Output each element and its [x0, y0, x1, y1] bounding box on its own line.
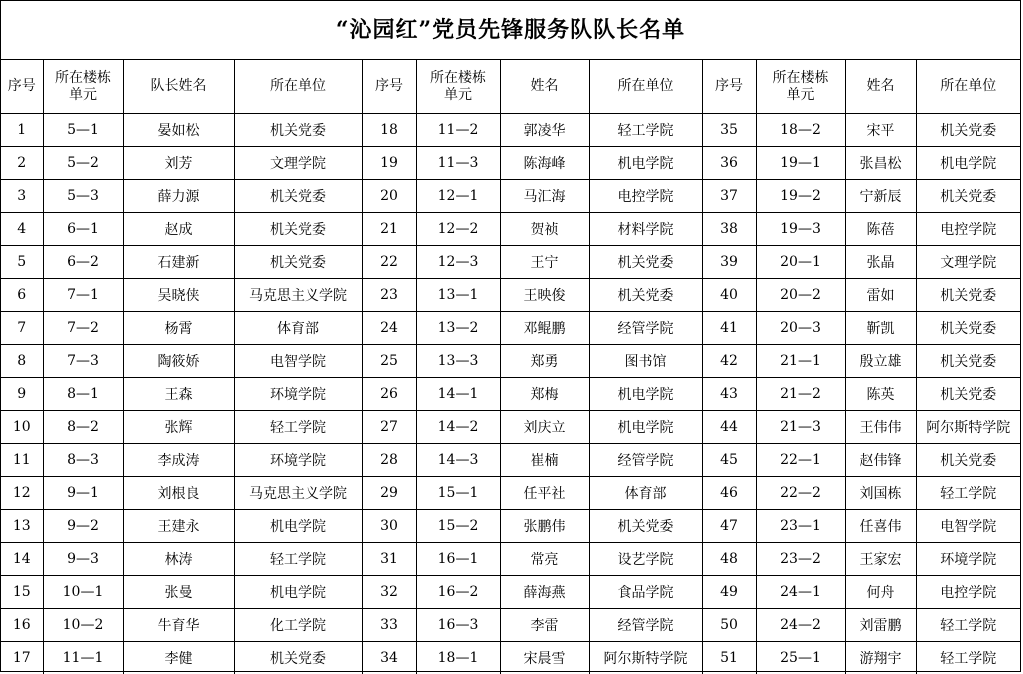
cell-unit: 21—3: [756, 411, 845, 444]
cell-org: 电控学院: [916, 213, 1020, 246]
cell-seq: 5: [1, 246, 43, 279]
table-row: [1, 345, 1020, 378]
cell-seq: 3: [1, 180, 43, 213]
cell-seq: 19: [362, 147, 416, 180]
cell-org: 机关党委: [916, 312, 1020, 345]
cell-org: 材料学院: [589, 213, 702, 246]
cell-name: 殷立雄: [845, 345, 916, 378]
cell-unit: 20—2: [756, 279, 845, 312]
cell-seq: 47: [702, 510, 756, 543]
table-row: [1, 114, 1020, 147]
cell-name: 陈英: [845, 378, 916, 411]
cell-name: 马汇海: [500, 180, 589, 213]
cell-org: 机电学院: [589, 378, 702, 411]
cell-seq: 45: [702, 444, 756, 477]
cell-name: 赵成: [123, 213, 234, 246]
cell-seq: 15: [1, 576, 43, 609]
header-unit: [416, 60, 500, 114]
table-row: [1, 378, 1020, 411]
cell-org: 文理学院: [916, 246, 1020, 279]
cell-unit: 5—1: [43, 114, 123, 147]
header-unit: [756, 60, 845, 114]
cell-unit: 24—1: [756, 576, 845, 609]
cell-name: 贺祯: [500, 213, 589, 246]
cell-unit: 14—3: [416, 444, 500, 477]
cell-org: 机电学院: [589, 147, 702, 180]
cell-name: 任喜伟: [845, 510, 916, 543]
cell-name: 刘根良: [123, 477, 234, 510]
table-row: [1, 312, 1020, 345]
cell-name: 石建新: [123, 246, 234, 279]
cell-unit: 11—3: [416, 147, 500, 180]
table-row: [1, 576, 1020, 609]
cell-org: 轻工学院: [234, 411, 362, 444]
cell-seq: 30: [362, 510, 416, 543]
cell-org: 机关党委: [589, 246, 702, 279]
header-org: 所在单位: [916, 60, 1020, 114]
cell-org: 马克思主义学院: [234, 477, 362, 510]
cell-org: 经管学院: [589, 444, 702, 477]
cell-name: 刘雷鹏: [845, 609, 916, 642]
header-unit-line: 所在楼栋: [430, 69, 486, 86]
cell-unit: 16—3: [416, 609, 500, 642]
cell-org: 电控学院: [589, 180, 702, 213]
cell-org: 机关党委: [916, 114, 1020, 147]
cell-unit: 23—1: [756, 510, 845, 543]
cell-unit: 9—2: [43, 510, 123, 543]
cell-unit: 12—1: [416, 180, 500, 213]
cell-name: 邓鲲鹏: [500, 312, 589, 345]
cell-org: 机电学院: [234, 510, 362, 543]
table-row: [1, 213, 1020, 246]
cell-org: 机关党委: [589, 279, 702, 312]
cell-unit: 24—2: [756, 609, 845, 642]
cell-seq: 12: [1, 477, 43, 510]
cell-unit: 21—2: [756, 378, 845, 411]
cell-unit: 18—2: [756, 114, 845, 147]
cell-seq: 11: [1, 444, 43, 477]
cell-unit: 13—3: [416, 345, 500, 378]
header-unit-line: 所在楼栋: [772, 69, 829, 86]
cell-seq: 50: [702, 609, 756, 642]
cell-org: 机关党委: [916, 444, 1020, 477]
cell-seq: 21: [362, 213, 416, 246]
cell-unit: 8—1: [43, 378, 123, 411]
cell-seq: 51: [702, 642, 756, 674]
cell-unit: 11—2: [416, 114, 500, 147]
header-name: 队长姓名: [123, 60, 234, 114]
table-row: [1, 147, 1020, 180]
cell-seq: 35: [702, 114, 756, 147]
cell-org: 经管学院: [589, 609, 702, 642]
cell-unit: 8—2: [43, 411, 123, 444]
header-org: 所在单位: [589, 60, 702, 114]
cell-name: 游翔宇: [845, 642, 916, 674]
cell-name: 张辉: [123, 411, 234, 444]
table-row: [1, 609, 1020, 642]
table-body: [1, 114, 1020, 674]
cell-unit: 20—1: [756, 246, 845, 279]
cell-org: 轻工学院: [916, 477, 1020, 510]
cell-name: 王宁: [500, 246, 589, 279]
cell-unit: 25—1: [756, 642, 845, 674]
cell-org: 轻工学院: [916, 609, 1020, 642]
cell-unit: 7—1: [43, 279, 123, 312]
cell-seq: 36: [702, 147, 756, 180]
cell-name: 赵伟锋: [845, 444, 916, 477]
cell-name: 吴晓侠: [123, 279, 234, 312]
cell-org: 图书馆: [589, 345, 702, 378]
cell-name: 王家宏: [845, 543, 916, 576]
cell-org: 阿尔斯特学院: [589, 642, 702, 674]
cell-name: 刘庆立: [500, 411, 589, 444]
cell-seq: 9: [1, 378, 43, 411]
header-unit-line: 单元: [69, 86, 97, 103]
cell-seq: 18: [362, 114, 416, 147]
cell-name: 张晶: [845, 246, 916, 279]
cell-seq: 6: [1, 279, 43, 312]
table-row: [1, 411, 1020, 444]
cell-name: 王映俊: [500, 279, 589, 312]
cell-org: 体育部: [589, 477, 702, 510]
cell-seq: 43: [702, 378, 756, 411]
header-seq: 序号: [362, 60, 416, 114]
cell-org: 设艺学院: [589, 543, 702, 576]
table-row: [1, 180, 1020, 213]
cell-org: 化工学院: [234, 609, 362, 642]
cell-org: 机电学院: [234, 576, 362, 609]
cell-unit: 13—1: [416, 279, 500, 312]
cell-org: 机关党委: [234, 246, 362, 279]
cell-unit: 10—1: [43, 576, 123, 609]
cell-unit: 15—1: [416, 477, 500, 510]
cell-name: 王建永: [123, 510, 234, 543]
table-row: [1, 642, 1020, 674]
header-unit-line: 所在楼栋: [55, 69, 111, 86]
cell-org: 机电学院: [589, 411, 702, 444]
cell-name: 李成涛: [123, 444, 234, 477]
table-row: [1, 510, 1020, 543]
cell-org: 轻工学院: [916, 642, 1020, 674]
cell-name: 陈海峰: [500, 147, 589, 180]
cell-org: 机关党委: [916, 279, 1020, 312]
cell-seq: 26: [362, 378, 416, 411]
cell-name: 牛育华: [123, 609, 234, 642]
cell-unit: 15—2: [416, 510, 500, 543]
cell-seq: 2: [1, 147, 43, 180]
cell-name: 张昌松: [845, 147, 916, 180]
cell-seq: 32: [362, 576, 416, 609]
cell-unit: 12—2: [416, 213, 500, 246]
page-title: “沁园红”党员先锋服务队队长名单: [1, 1, 1020, 60]
header-unit-line: 单元: [786, 86, 815, 103]
cell-seq: 48: [702, 543, 756, 576]
cell-org: 机关党委: [916, 378, 1020, 411]
cell-name: 陶筱娇: [123, 345, 234, 378]
cell-unit: 16—2: [416, 576, 500, 609]
cell-name: 雷如: [845, 279, 916, 312]
cell-seq: 16: [1, 609, 43, 642]
cell-org: 环境学院: [234, 378, 362, 411]
cell-name: 杨霄: [123, 312, 234, 345]
cell-seq: 22: [362, 246, 416, 279]
cell-seq: 27: [362, 411, 416, 444]
cell-org: 轻工学院: [589, 114, 702, 147]
cell-unit: 22—2: [756, 477, 845, 510]
cell-unit: 20—3: [756, 312, 845, 345]
cell-org: 轻工学院: [234, 543, 362, 576]
cell-seq: 4: [1, 213, 43, 246]
cell-seq: 42: [702, 345, 756, 378]
cell-seq: 49: [702, 576, 756, 609]
cell-name: 王伟伟: [845, 411, 916, 444]
cell-name: 宋平: [845, 114, 916, 147]
cell-org: 体育部: [234, 312, 362, 345]
cell-name: 薛海燕: [500, 576, 589, 609]
table-row: [1, 477, 1020, 510]
cell-unit: 7—2: [43, 312, 123, 345]
roster-table: [1, 60, 1020, 674]
cell-seq: 34: [362, 642, 416, 674]
cell-name: 何舟: [845, 576, 916, 609]
cell-unit: 16—1: [416, 543, 500, 576]
cell-seq: 17: [1, 642, 43, 674]
cell-seq: 31: [362, 543, 416, 576]
cell-org: 经管学院: [589, 312, 702, 345]
cell-org: 机关党委: [234, 642, 362, 674]
cell-name: 李雷: [500, 609, 589, 642]
header-name: 姓名: [500, 60, 589, 114]
cell-unit: 5—3: [43, 180, 123, 213]
cell-seq: 25: [362, 345, 416, 378]
cell-seq: 13: [1, 510, 43, 543]
cell-name: 崔楠: [500, 444, 589, 477]
cell-org: 马克思主义学院: [234, 279, 362, 312]
cell-seq: 10: [1, 411, 43, 444]
cell-unit: 23—2: [756, 543, 845, 576]
cell-name: 林涛: [123, 543, 234, 576]
cell-name: 薛力源: [123, 180, 234, 213]
cell-unit: 19—3: [756, 213, 845, 246]
cell-org: 环境学院: [916, 543, 1020, 576]
cell-seq: 28: [362, 444, 416, 477]
cell-name: 陈蓓: [845, 213, 916, 246]
cell-org: 机关党委: [916, 180, 1020, 213]
cell-unit: 19—2: [756, 180, 845, 213]
cell-unit: 14—1: [416, 378, 500, 411]
cell-name: 李健: [123, 642, 234, 674]
cell-seq: 41: [702, 312, 756, 345]
cell-org: 机关党委: [589, 510, 702, 543]
cell-name: 宁新辰: [845, 180, 916, 213]
cell-name: 宋晨雪: [500, 642, 589, 674]
cell-unit: 9—3: [43, 543, 123, 576]
cell-org: 电控学院: [916, 576, 1020, 609]
cell-unit: 8—3: [43, 444, 123, 477]
header-name: 姓名: [845, 60, 916, 114]
cell-seq: 20: [362, 180, 416, 213]
cell-unit: 21—1: [756, 345, 845, 378]
cell-seq: 46: [702, 477, 756, 510]
cell-seq: 39: [702, 246, 756, 279]
cell-unit: 6—1: [43, 213, 123, 246]
header-unit: [43, 60, 123, 114]
cell-name: 郭凌华: [500, 114, 589, 147]
cell-name: 王森: [123, 378, 234, 411]
cell-org: 机关党委: [916, 345, 1020, 378]
cell-org: 文理学院: [234, 147, 362, 180]
cell-org: 环境学院: [234, 444, 362, 477]
cell-unit: 12—3: [416, 246, 500, 279]
cell-unit: 11—1: [43, 642, 123, 674]
cell-seq: 1: [1, 114, 43, 147]
cell-seq: 38: [702, 213, 756, 246]
cell-unit: 7—3: [43, 345, 123, 378]
cell-unit: 5—2: [43, 147, 123, 180]
cell-name: 郑梅: [500, 378, 589, 411]
cell-org: 电智学院: [234, 345, 362, 378]
cell-seq: 8: [1, 345, 43, 378]
cell-unit: 6—2: [43, 246, 123, 279]
cell-seq: 7: [1, 312, 43, 345]
cell-org: 食品学院: [589, 576, 702, 609]
cell-unit: 9—1: [43, 477, 123, 510]
cell-unit: 14—2: [416, 411, 500, 444]
cell-unit: 18—1: [416, 642, 500, 674]
cell-org: 机关党委: [234, 213, 362, 246]
cell-unit: 13—2: [416, 312, 500, 345]
cell-org: 机关党委: [234, 180, 362, 213]
cell-seq: 24: [362, 312, 416, 345]
cell-name: 张曼: [123, 576, 234, 609]
cell-org: 电智学院: [916, 510, 1020, 543]
cell-seq: 23: [362, 279, 416, 312]
cell-seq: 14: [1, 543, 43, 576]
cell-seq: 37: [702, 180, 756, 213]
header-seq: 序号: [702, 60, 756, 114]
cell-org: 机关党委: [234, 114, 362, 147]
cell-seq: 40: [702, 279, 756, 312]
table-row: [1, 543, 1020, 576]
cell-org: 机电学院: [916, 147, 1020, 180]
cell-unit: 19—1: [756, 147, 845, 180]
header-unit-line: 单元: [444, 86, 472, 103]
cell-name: 常亮: [500, 543, 589, 576]
cell-org: 阿尔斯特学院: [916, 411, 1020, 444]
table-row: [1, 444, 1020, 477]
cell-seq: 29: [362, 477, 416, 510]
cell-name: 张鹏伟: [500, 510, 589, 543]
cell-seq: 33: [362, 609, 416, 642]
cell-unit: 22—1: [756, 444, 845, 477]
table-row: [1, 279, 1020, 312]
header-org: 所在单位: [234, 60, 362, 114]
cell-seq: 44: [702, 411, 756, 444]
header-seq: 序号: [1, 60, 43, 114]
cell-name: 靳凯: [845, 312, 916, 345]
cell-unit: 10—2: [43, 609, 123, 642]
cell-name: 刘国栋: [845, 477, 916, 510]
table-header: [1, 60, 1020, 114]
cell-name: 郑勇: [500, 345, 589, 378]
cell-name: 晏如松: [123, 114, 234, 147]
cell-name: 刘芳: [123, 147, 234, 180]
table-row: [1, 246, 1020, 279]
cell-name: 任平社: [500, 477, 589, 510]
